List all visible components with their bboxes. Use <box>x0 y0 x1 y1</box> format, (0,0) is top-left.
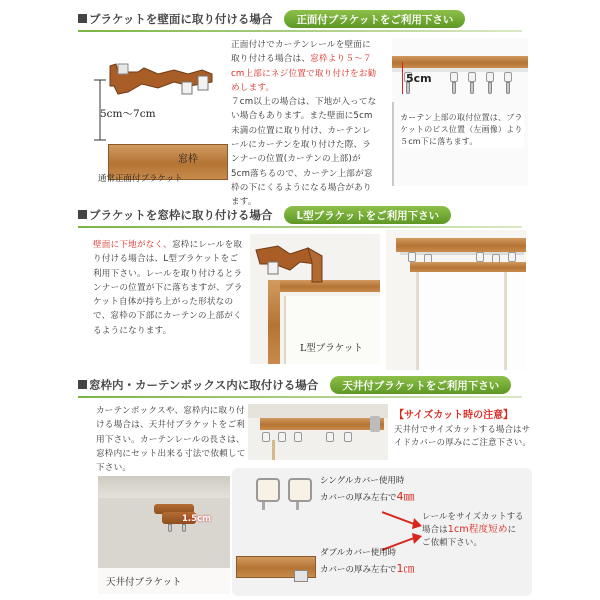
ceiling-rail-photo <box>248 404 388 460</box>
section-2-body-text: 窓枠にレールを取り付ける場合は、L型ブラケットをご利用下さい。レールを取り付けるとランナーの位置が下に落ちますが、ブラケット自体が持ち上がった形状なので、窓枠の下部にカーテンの上部がくるようになります。 <box>93 240 243 336</box>
window-mullion <box>504 272 507 370</box>
double-cover-line-2 <box>320 560 415 576</box>
section-1-caption: 通常正面付ブラケット <box>98 174 183 184</box>
runner <box>476 252 484 262</box>
runner <box>408 252 416 262</box>
section-2-body-highlight: 壁面に下地がなく、 <box>93 240 172 250</box>
bullet-square-icon <box>78 14 87 23</box>
double-cover-value: 1㎝ <box>396 562 415 575</box>
double-cover-end <box>294 570 308 582</box>
cover-stem <box>262 502 265 510</box>
end-cap <box>370 416 380 432</box>
single-cover-text: カバーの厚み左右で <box>320 493 397 503</box>
notice-title: 【サイズカット時の注意】 <box>394 410 514 421</box>
runner <box>504 72 512 82</box>
rail-wood <box>396 238 526 252</box>
rail-runner-photo <box>392 38 528 186</box>
measure-label: 5cm～7cm <box>100 108 156 120</box>
rail-wood <box>392 56 528 68</box>
section-2-header <box>78 204 451 226</box>
section-1-body <box>231 38 379 210</box>
frame-edge <box>272 440 275 460</box>
window-frame-label: 窓枠 <box>178 154 198 165</box>
runner <box>450 72 458 82</box>
double-cover-line-1: ダブルカバー使用時 <box>320 548 397 558</box>
single-cover-line-2 <box>320 488 415 504</box>
double-cover-text: カバーの厚み左右で <box>320 565 397 575</box>
hook <box>506 82 510 94</box>
section-1-body-highlight: 窓枠より５～７cm上部にネジ位置で取り付けをお勧めします。 <box>231 54 377 93</box>
hook <box>182 524 186 532</box>
hook <box>168 524 172 532</box>
runner <box>508 252 516 262</box>
bullet-square-icon <box>78 210 87 219</box>
section-3-rule <box>78 396 522 398</box>
frame-top-wood <box>410 262 526 272</box>
runner <box>294 432 302 442</box>
runner <box>486 72 494 82</box>
size-cut-notice <box>394 406 532 468</box>
section-3-body: カーテンボックスや、窓枠内に取り付ける場合は、天井付ブラケットをご利用下さい。カーテンレールの長さは、窓枠内にセット出来る寸法で依頼して下さい。 <box>96 406 246 474</box>
section-1-pill: 正面付ブラケットをご利用下さい <box>284 10 465 28</box>
runner <box>468 72 476 82</box>
section-3-caption: 天井付ブラケット <box>106 577 182 588</box>
single-cover-icon <box>256 478 280 502</box>
runner <box>262 432 270 442</box>
section-1-header <box>78 8 465 30</box>
front-bracket-illustration <box>78 36 228 186</box>
cut-note-text-1: レールをサイズカットする <box>422 511 524 521</box>
section-3-title: 窓枠内・カーテンボックス内に取付ける場合 <box>78 377 318 393</box>
hook <box>452 82 456 94</box>
section-2-rule <box>78 226 522 228</box>
cut-note <box>422 510 528 549</box>
section-3-header <box>78 374 511 396</box>
section-3-pill: 天井付ブラケットをご利用下さい <box>330 376 511 394</box>
runner <box>278 432 286 442</box>
section-2-body <box>93 238 245 338</box>
side-cover-panel <box>232 468 532 596</box>
section-1-title: ブラケットを壁面に取り付ける場合 <box>78 11 272 27</box>
bullet-square-icon <box>78 380 87 389</box>
photo-measure-label: 5cm <box>406 72 432 85</box>
window-edge <box>392 102 394 186</box>
cut-note-text-3: に <box>507 524 517 534</box>
rail-track <box>400 252 524 255</box>
runner <box>344 432 352 442</box>
ceiling-bracket-photo <box>98 476 230 594</box>
single-cover-line-1: シングルカバー使用時 <box>320 476 405 486</box>
single-cover-icon-2 <box>288 478 312 502</box>
hook <box>470 82 474 94</box>
single-cover-value: 4㎜ <box>396 490 415 503</box>
l-bracket-installed-photo <box>386 230 526 370</box>
rail-wood <box>260 418 384 430</box>
cut-note-text-2: 場合は <box>422 524 448 534</box>
section-1-rule <box>78 30 522 32</box>
ceiling-surface <box>98 476 230 498</box>
section-1-body-text-2: ７cm以上の場合は、下地が入ってない場合もあります。また壁面に5cm未満の位置に取り付け、カーテンレールにカーテンを取り付けた際、ランナーの位置(カーテンの上部)が5cm落ちるので、カーテン上部が窓枠の下にくるようになる場合があります。 <box>231 97 377 208</box>
section-1-body-text: 正面付けでカーテンレールを壁面に取り付ける場合は、 <box>231 40 371 65</box>
l-bracket-drawing <box>250 234 380 294</box>
window-pane <box>416 272 526 370</box>
section-2-pill: L型ブラケットをご利用下さい <box>284 206 451 224</box>
ceiling-surface <box>248 404 388 418</box>
red-measure-line <box>402 62 403 94</box>
cut-note-text-4: ご依頼下さい。 <box>422 537 483 547</box>
section-2-title: ブラケットを窓枠に取り付ける場合 <box>78 207 272 223</box>
section-2-caption: L型ブラケット <box>300 343 363 354</box>
hook <box>488 82 492 94</box>
l-bracket-photo <box>250 234 380 364</box>
cut-note-highlight: 1cm程度短め <box>447 524 508 535</box>
cover-stem <box>296 502 299 510</box>
runner <box>326 432 334 442</box>
photo-note: カーテン上部の取付位置は、ブラケットのビス位置（左画像）より５cm下に落ちます。 <box>400 113 523 146</box>
ceiling-measure-label: 1.5cm <box>182 514 211 524</box>
notice-body: 天井付でサイズカットする場合はサイドカバーの厚みにご注意下さい。 <box>394 424 531 447</box>
